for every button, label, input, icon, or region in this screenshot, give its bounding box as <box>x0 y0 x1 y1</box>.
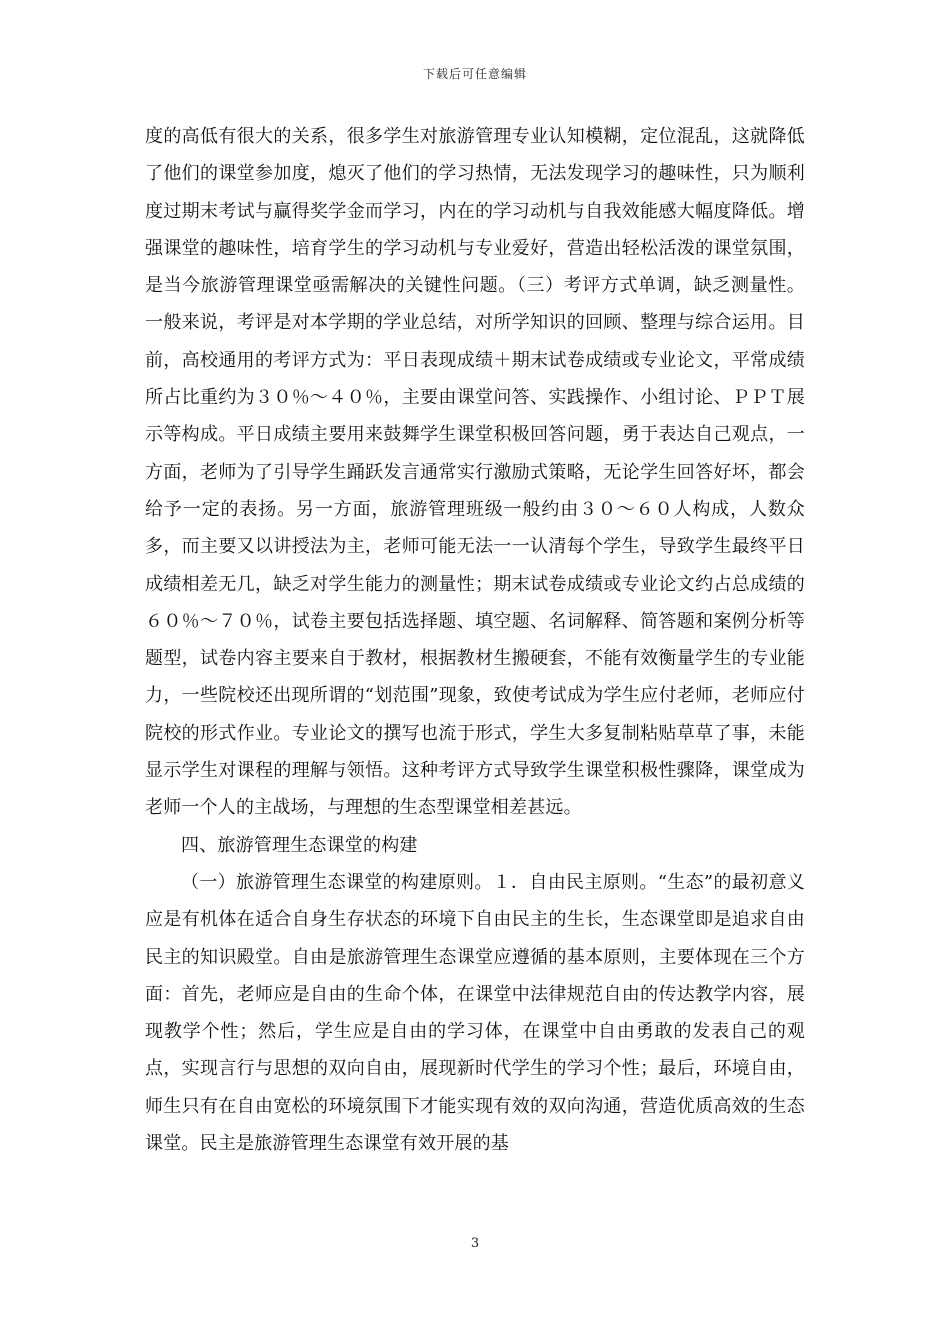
section-heading: 四、旅游管理生态课堂的构建 <box>181 834 418 856</box>
paragraph-principles: （一）旅游管理生态课堂的构建原则。１．自由民主原则。“生态”的最初意义应是有机体在适合自身生存状态的环境下自由民主的生长，生态课堂即是追求自由民主的知识殿堂。自由是旅游管理生态课堂应遵循的基本原则，主要体现在三个方面：首先，老师应是自由的生命个体，在课堂中法律规范自由的传达教学内容，展现教学个性；然后，学生应是自由的学习体，在课堂中自由勇敢的发表自己的观点，实现言行与思想的双向自由，展现新时代学生的学习个性；最后，环境自由，师生只有在自由宽松的环境氛围下才能实现有效的双向沟通，营造优质高效的生态课堂。民主是旅游管理生态课堂有效开展的基 <box>145 871 805 1155</box>
paragraph-assessment: 度的高低有很大的关系，很多学生对旅游管理专业认知模糊，定位混乱，这就降低了他们的课堂参加度，熄灭了他们的学习热情，无法发现学习的趣味性，只为顺利度过期末考试与赢得奖学金而学习，内在的学习动机与自我效能感大幅度降低。增强课堂的趣味性，培育学生的学习动机与专业爱好，营造出轻松活泼的课堂氛围，是当今旅游管理课堂亟需解决的关键性问题。（三）考评方式单调，缺乏测量性。一般来说，考评是对本学期的学业总结，对所学知识的回顾、整理与综合运用。目前，高校通用的考评方式为：平日表现成绩＋期末试卷成绩或专业论文，平常成绩所占比重约为３０％～４０％，主要由课堂问答、实践操作、小组讨论、ＰＰＴ展示等构成。平日成绩主要用来鼓舞学生课堂积极回答问题，勇于表达自己观点，一方面，老师为了引导学生踊跃发言通常实行激励式策略，无论学生回答好坏，都会给予一定的表扬。另一方面，旅游管理班级一般约由３０～６０人构成，人数众多，而主要又以讲授法为主，老师可能无法一一认清每个学生，导致学生最终平日成绩相差无几，缺乏对学生能力的测量性；期末试卷成绩或专业论文约占总成绩的６０％～７０％，试卷主要包括选择题、填空题、名词解释、简答题和案例分析等题型，试卷内容主要来自于教材，根据教材生搬硬套，不能有效衡量学生的专业能力，一些院校还出现所谓的“划范围”现象，致使考试成为学生应付老师，老师应付院校的形式作业。专业论文的撰写也流于形式，学生大多复制粘贴草草了事，未能显示学生对课程的理解与领悟。这种考评方式导致学生课堂积极性骤降，课堂成为老师一个人的主战场，与理想的生态型课堂相差甚远。 <box>145 126 805 819</box>
document-body <box>145 118 805 1162</box>
page-header: 下载后可任意编辑 <box>422 67 527 81</box>
page-number: 3 <box>470 1236 480 1251</box>
